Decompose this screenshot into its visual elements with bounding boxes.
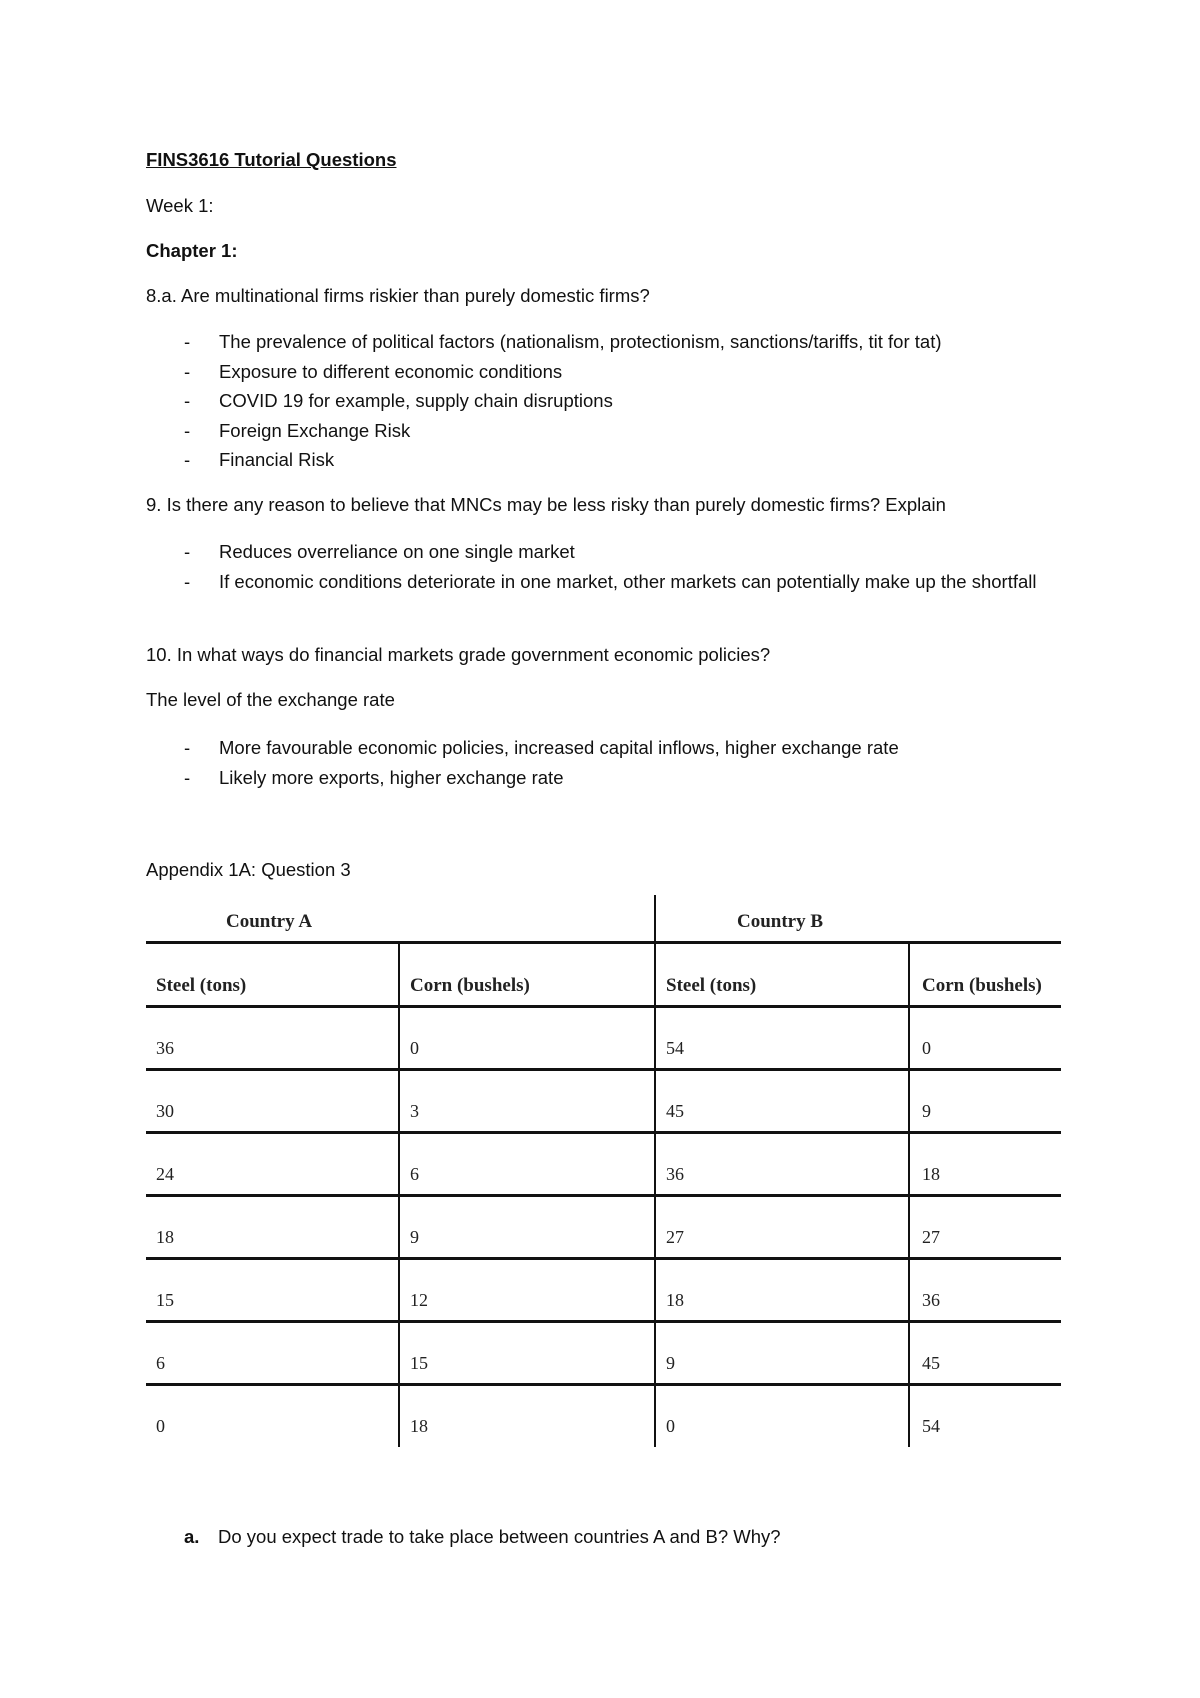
country-b-header: Country B bbox=[737, 911, 824, 932]
table-cell: 9 bbox=[410, 1227, 419, 1247]
table-rule bbox=[146, 1131, 1061, 1134]
question-9: 9. Is there any reason to believe that MNCs may be less risky than purely domestic firms? Explain bbox=[146, 494, 946, 515]
sub-question-marker: a. bbox=[184, 1526, 200, 1547]
table-rule bbox=[146, 1320, 1061, 1323]
table-cell: 18 bbox=[922, 1164, 940, 1184]
question-8a: 8.a. Are multinational firms riskier than purely domestic firms? bbox=[146, 285, 650, 306]
question-10-note: The level of the exchange rate bbox=[146, 689, 395, 710]
column-header: Corn (bushels) bbox=[922, 975, 1042, 996]
table-rule bbox=[146, 1383, 1061, 1386]
table-cell: 15 bbox=[156, 1290, 174, 1310]
table-cell: 18 bbox=[410, 1416, 428, 1436]
table-cell: 6 bbox=[410, 1164, 419, 1184]
document-title: FINS3616 Tutorial Questions bbox=[146, 149, 397, 170]
production-table bbox=[146, 895, 1061, 1447]
table-cell: 18 bbox=[666, 1290, 684, 1310]
question-9-answers bbox=[146, 537, 1059, 596]
answer-item: - Likely more exports, higher exchange rate bbox=[146, 763, 899, 793]
table-cell: 36 bbox=[922, 1290, 940, 1310]
question-8a-answers bbox=[146, 327, 942, 475]
column-header: Steel (tons) bbox=[666, 975, 757, 996]
column-header: Corn (bushels) bbox=[410, 975, 530, 996]
table-cell: 24 bbox=[156, 1164, 174, 1184]
table-cell: 45 bbox=[922, 1353, 940, 1373]
answer-item: - COVID 19 for example, supply chain disruptions bbox=[146, 386, 942, 416]
table-cell: 0 bbox=[156, 1416, 165, 1436]
table-rule bbox=[146, 1005, 1061, 1008]
table-cell: 9 bbox=[666, 1353, 675, 1373]
table-cell: 27 bbox=[666, 1227, 684, 1247]
chapter-heading: Chapter 1: bbox=[146, 240, 238, 261]
table-rule bbox=[146, 1068, 1061, 1071]
answer-item: - Exposure to different economic conditions bbox=[146, 357, 942, 387]
answer-item: - Financial Risk bbox=[146, 445, 942, 475]
table-cell: 36 bbox=[156, 1038, 174, 1058]
table-cell: 15 bbox=[410, 1353, 428, 1373]
table-rule bbox=[146, 1257, 1061, 1260]
answer-item: - If economic conditions deteriorate in one market, other markets can potentially make up the shortfall bbox=[146, 567, 1059, 597]
table-cell: 45 bbox=[666, 1101, 684, 1121]
table-cell: 18 bbox=[156, 1227, 174, 1247]
table-cell: 30 bbox=[156, 1101, 174, 1121]
answer-item: - The prevalence of political factors (nationalism, protectionism, sanctions/tariffs, tit for tat) bbox=[146, 327, 942, 357]
table-cell: 36 bbox=[666, 1164, 684, 1184]
sub-question-text: Do you expect trade to take place between countries A and B? Why? bbox=[218, 1526, 781, 1547]
table-rule bbox=[146, 1194, 1061, 1197]
table-cell: 27 bbox=[922, 1227, 940, 1247]
table-cell: 54 bbox=[666, 1038, 684, 1058]
table-divider bbox=[654, 895, 656, 1447]
table-cell: 3 bbox=[410, 1101, 419, 1121]
answer-item: - Reduces overreliance on one single market bbox=[146, 537, 1059, 567]
question-10: 10. In what ways do financial markets grade government economic policies? bbox=[146, 644, 771, 665]
table-cell: 6 bbox=[156, 1353, 165, 1373]
country-a-header: Country A bbox=[226, 911, 313, 932]
appendix-heading: Appendix 1A: Question 3 bbox=[146, 859, 351, 880]
table-cell: 9 bbox=[922, 1101, 931, 1121]
table-cell: 0 bbox=[922, 1038, 931, 1058]
table-cell: 0 bbox=[666, 1416, 675, 1436]
question-10-answers bbox=[146, 733, 899, 792]
table-cell: 54 bbox=[922, 1416, 940, 1436]
sub-question-a bbox=[146, 1525, 781, 1549]
week-label: Week 1: bbox=[146, 195, 214, 216]
answer-item: - More favourable economic policies, increased capital inflows, higher exchange rate bbox=[146, 733, 899, 763]
column-header: Steel (tons) bbox=[156, 975, 247, 996]
answer-item: - Foreign Exchange Risk bbox=[146, 416, 942, 446]
table-rule bbox=[146, 941, 1061, 944]
table-cell: 0 bbox=[410, 1038, 419, 1058]
table-cell: 12 bbox=[410, 1290, 428, 1310]
